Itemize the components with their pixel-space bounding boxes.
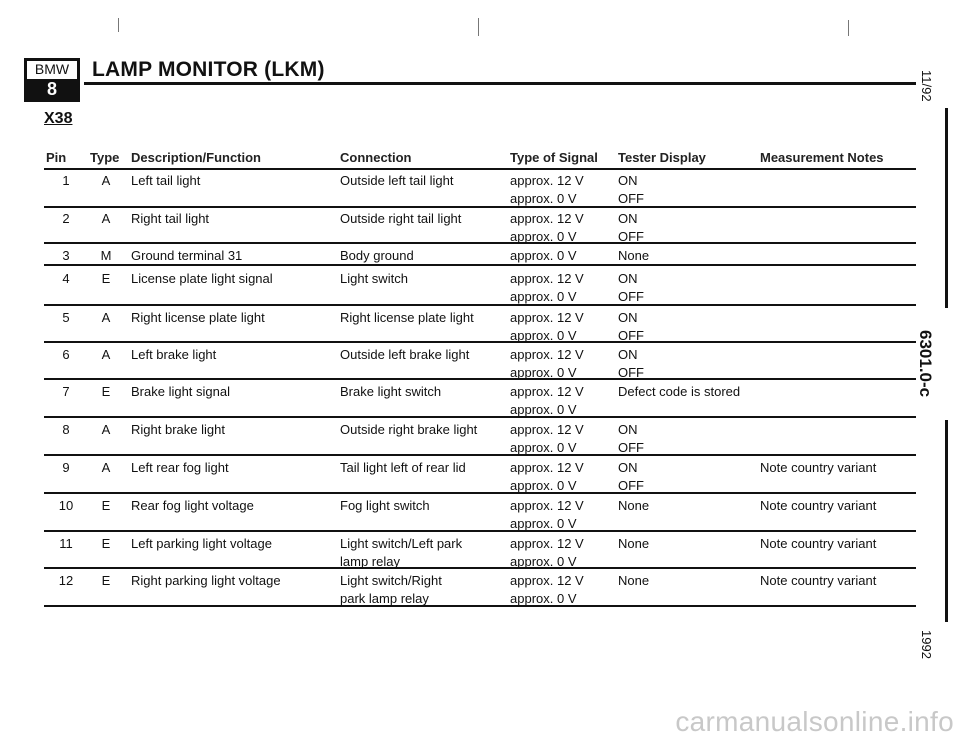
signal-cell: approx. 12 V approx. 0 V <box>510 384 584 417</box>
description-cell: Right parking light voltage <box>131 573 281 588</box>
description-cell: Right brake light <box>131 422 225 437</box>
table-row <box>0 459 960 499</box>
tester-display-cell: None <box>618 536 650 551</box>
connection-cell: Outside right brake light <box>340 422 478 437</box>
header-rule <box>44 168 916 170</box>
bmw-logo-text: BMW <box>27 61 77 82</box>
signal-cell: approx. 12 V approx. 0 V <box>510 211 584 244</box>
page-title: LAMP MONITOR (LKM) <box>92 58 325 81</box>
connection-cell: Light switch <box>340 271 408 286</box>
description-cell: Left brake light <box>131 347 217 362</box>
type-cell: A <box>101 211 111 226</box>
margin-bar <box>945 108 948 308</box>
table-row <box>0 421 960 461</box>
connection-cell: Brake light switch <box>340 384 442 399</box>
notes-cell: Note country variant <box>760 498 877 513</box>
type-cell: A <box>101 173 111 188</box>
margin-year: 1992 <box>919 630 934 659</box>
tester-display-cell: ON OFF <box>618 460 644 493</box>
header-signal: Type of Signal <box>510 150 598 165</box>
type-cell: A <box>101 460 111 475</box>
tester-display-cell: ON OFF <box>618 422 644 455</box>
pin-cell: 4 <box>62 271 70 286</box>
pin-cell: 6 <box>62 347 70 362</box>
description-cell: Brake light signal <box>131 384 230 399</box>
connection-cell: Tail light left of rear lid <box>340 460 466 475</box>
description-cell: Right tail light <box>131 211 210 226</box>
type-cell: A <box>101 347 111 362</box>
signal-cell: approx. 0 V <box>510 248 577 263</box>
margin-date: 11/92 <box>919 70 934 102</box>
signal-cell: approx. 12 V approx. 0 V <box>510 460 584 493</box>
table-row <box>0 383 960 423</box>
series-number: 8 <box>27 79 77 99</box>
header-pin: Pin <box>46 150 67 165</box>
title-rule <box>84 82 916 85</box>
type-cell: E <box>101 498 111 513</box>
pin-cell: 10 <box>58 498 74 513</box>
table-row <box>0 309 960 349</box>
table-row <box>0 172 960 212</box>
pin-cell: 11 <box>59 536 73 551</box>
description-cell: License plate light signal <box>131 271 273 286</box>
signal-cell: approx. 12 V approx. 0 V <box>510 422 584 455</box>
signal-cell: approx. 12 V approx. 0 V <box>510 536 584 569</box>
description-cell: Left rear fog light <box>131 460 229 475</box>
signal-cell: approx. 12 V approx. 0 V <box>510 498 584 531</box>
table-row <box>0 346 960 386</box>
notes-cell: Note country variant <box>760 573 877 588</box>
header-tester: Tester Display <box>618 150 706 165</box>
table-row <box>0 210 960 250</box>
bmw-series-logo <box>24 58 80 102</box>
signal-cell: approx. 12 V approx. 0 V <box>510 347 584 380</box>
tester-display-cell: None <box>618 573 650 588</box>
pin-cell: 8 <box>62 422 70 437</box>
table-row <box>0 572 960 612</box>
signal-cell: approx. 12 V approx. 0 V <box>510 271 584 304</box>
connection-cell: Light switch/Left park lamp relay <box>340 536 463 569</box>
tester-display-cell: ON OFF <box>618 211 644 244</box>
pin-cell: 5 <box>62 310 70 325</box>
type-cell: E <box>101 573 111 588</box>
tester-display-cell: ON OFF <box>618 173 644 206</box>
tester-display-cell: ON OFF <box>618 347 644 380</box>
description-cell: Ground terminal 31 <box>131 248 243 263</box>
connection-cell: Outside left brake light <box>340 347 470 362</box>
scan-speck <box>848 20 849 36</box>
signal-cell: approx. 12 V approx. 0 V <box>510 173 584 206</box>
signal-cell: approx. 12 V approx. 0 V <box>510 310 584 343</box>
type-cell: E <box>101 536 111 551</box>
watermark: carmanualsonline.info <box>675 706 954 737</box>
header-description: Description/Function <box>131 150 261 165</box>
table-row <box>0 497 960 537</box>
description-cell: Left tail light <box>131 173 201 188</box>
connection-cell: Right license plate light <box>340 310 474 325</box>
connection-cell: Outside left tail light <box>340 173 454 188</box>
tester-display-cell: Defect code is stored <box>618 384 741 399</box>
pin-cell: 12 <box>58 573 74 588</box>
table-row <box>0 535 960 575</box>
description-cell: Left parking light voltage <box>131 536 272 551</box>
pin-cell: 9 <box>62 460 70 475</box>
pin-cell: 1 <box>62 173 70 188</box>
tester-display-cell: ON OFF <box>618 271 644 304</box>
notes-cell: Note country variant <box>760 460 877 475</box>
type-cell: A <box>101 422 111 437</box>
tester-display-cell: None <box>618 498 650 513</box>
notes-cell: Note country variant <box>760 536 877 551</box>
tester-display-cell: None <box>618 248 650 263</box>
scan-speck <box>118 18 119 32</box>
type-cell: E <box>101 384 111 399</box>
connection-cell: Light switch/Right park lamp relay <box>340 573 442 606</box>
description-cell: Right license plate light <box>131 310 265 325</box>
type-cell: A <box>101 310 111 325</box>
type-cell: E <box>101 271 111 286</box>
pin-cell: 7 <box>62 384 70 399</box>
type-cell: M <box>100 248 112 263</box>
pin-cell: 3 <box>62 248 70 263</box>
pin-cell: 2 <box>62 211 70 226</box>
header-notes: Measurement Notes <box>760 150 884 165</box>
signal-cell: approx. 12 V approx. 0 V <box>510 573 584 606</box>
margin-code: 6301.0-c <box>916 330 935 398</box>
scan-speck <box>478 18 479 36</box>
table-row <box>0 270 960 310</box>
header-connection: Connection <box>340 150 412 165</box>
header-type: Type <box>90 150 120 165</box>
connector-id: X38 <box>44 110 73 127</box>
connection-cell: Body ground <box>340 248 414 263</box>
margin-bar <box>945 420 948 622</box>
connection-cell: Fog light switch <box>340 498 430 513</box>
connection-cell: Outside right tail light <box>340 211 462 226</box>
description-cell: Rear fog light voltage <box>131 498 254 513</box>
tester-display-cell: ON OFF <box>618 310 644 343</box>
